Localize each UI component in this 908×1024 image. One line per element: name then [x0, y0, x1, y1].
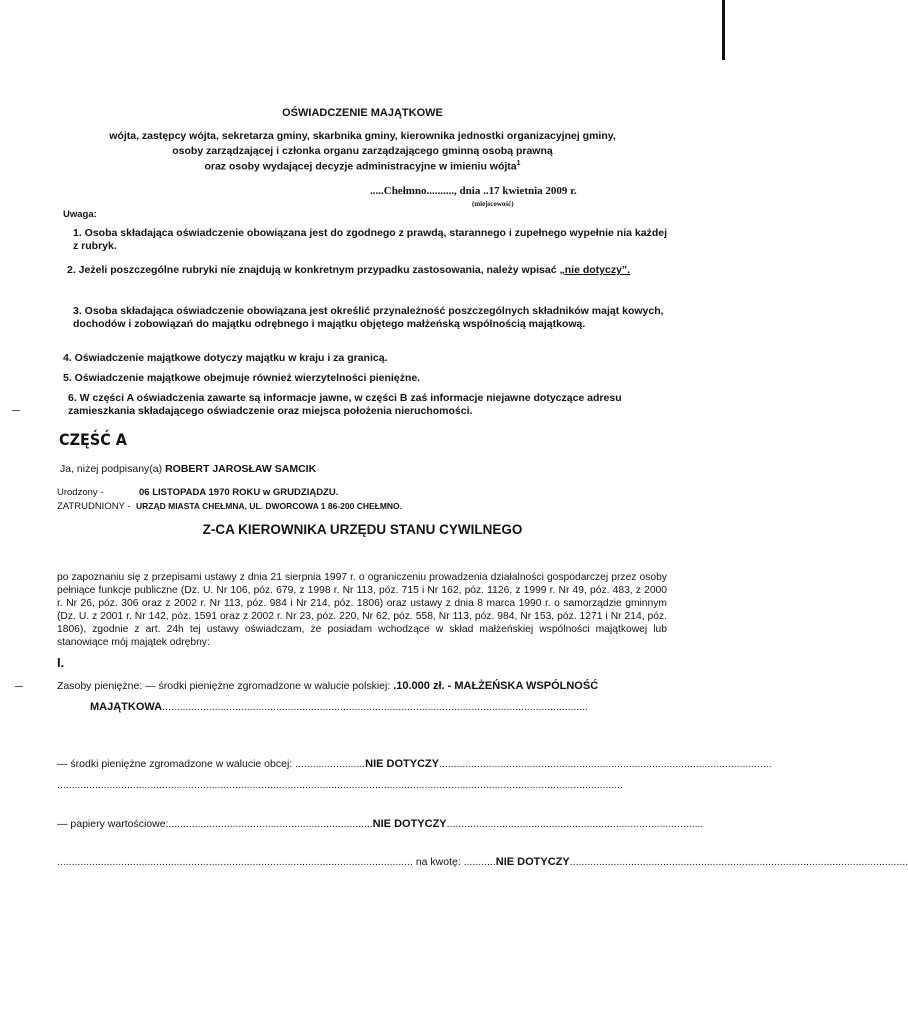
- margin-mark-1: [12, 410, 20, 411]
- footnote-mark: 1: [516, 160, 521, 167]
- foreign-cash-value: NIE DOTYCZY: [365, 758, 440, 770]
- foreign-cash-blank-line: ..................................................................................................................................................................................................: [57, 779, 623, 791]
- document-title: OŚWIADCZENIE MAJĄTKOWE: [282, 107, 443, 119]
- leader-dots: ........................................................................................: [446, 818, 704, 830]
- signer-name: ROBERT JAROSŁAW SAMCIK: [165, 463, 317, 475]
- leader-dots: ..................................................................................................................................................: [162, 701, 589, 713]
- position-title: Z-CA KIEROWNIKA URZĘDU STANU CYWILNEGO: [202, 522, 523, 537]
- note-2: [67, 264, 630, 276]
- signer-label: Ja, niżej podpisany(a): [60, 463, 163, 475]
- born-value: 06 LISTOPADA 1970 ROKU w GRUDZIĄDZU.: [139, 487, 339, 498]
- place-date: .....Chełmno.........., dnia ..17 kwietnia 2009 r.: [370, 185, 577, 197]
- securities-label: — papiery wartościowe:......................................................................: [57, 818, 373, 830]
- note-2-not-applicable: „nie dotyczy”.: [559, 264, 631, 276]
- amount-label: na kwotę: ...........: [415, 856, 496, 868]
- note-3: 3. Osoba składająca oświadczenie obowiązana jest określić przynależność poszczególnych składników mająt kowych, dochodów i zobowiązań do majątku odrębnego i majątku objętego małżeńską wspólnością majątkową.: [73, 305, 664, 330]
- securities-value: NIE DOTYCZY: [372, 818, 447, 830]
- signer-line: [60, 463, 316, 475]
- amount-line: [57, 856, 908, 868]
- subtitle-line-1: wójta, zastępcy wójta, sekretarza gminy, skarbnika gminy, kierownika jednostki organizacyjnej gminy,: [109, 130, 616, 142]
- employed-value: URZĄD MIASTA CHEŁMNA, UL. DWORCOWA 1 86-200 CHEŁMNO.: [136, 501, 403, 511]
- section-a-heading: CZĘŚĆ A: [59, 430, 127, 449]
- scan-edge-mark: [722, 0, 725, 60]
- note-5: 5. Oświadczenie majątkowe obejmuje również wierzytelności pieniężne.: [63, 372, 421, 384]
- cash-line-2: [90, 697, 670, 715]
- margin-mark-2: [15, 686, 23, 687]
- note-6: 6. W części A oświadczenia zawarte są informacje jawne, w części B zaś informacje niejawne dotyczące adresu zamieszkania składającego oświadczenie oraz miejsca położenia nieruchomości.: [68, 392, 622, 417]
- foreign-cash-label: — środki pieniężne zgromadzone w walucie obcej: ........................: [57, 758, 366, 770]
- part-i-heading: I.: [57, 655, 65, 670]
- cash-label: Zasoby pieniężne: — środki pieniężne zgromadzone w walucie polskiej:: [57, 680, 391, 692]
- subtitle-line-3-text: oraz osoby wydającej decyzje administracyjne w imieniu wójta: [204, 160, 517, 173]
- subtitle-line-3: [40, 160, 685, 173]
- leader-dots: ..................................................................................................................: [439, 758, 772, 770]
- note-2-text: 2. Jeżeli poszczególne rubryki nie znajdują w konkretnym przypadku zastosowania, należy wpisać: [67, 264, 557, 276]
- note-label: Uwaga:: [63, 209, 97, 220]
- subtitle-line-2: osoby zarządzającej i członka organu zarządzającego gminną osobą prawną: [172, 145, 553, 157]
- cash-value: .10.000 zł. - MAŁŻEŃSKA WSPÓLNOŚĆ: [393, 680, 599, 692]
- amount-value: NIE DOTYCZY: [495, 856, 570, 868]
- note-4: 4. Oświadczenie majątkowe dotyczy majątku w kraju i za granicą.: [63, 352, 388, 364]
- note-1: 1. Osoba składająca oświadczenie obowiązana jest do zgodnego z prawdą, starannego i zupełnego wypełnie nia każdej z rubryk.: [73, 227, 667, 252]
- place-caption: (miejscowość): [472, 200, 514, 208]
- securities-line: [57, 818, 704, 830]
- leader-dots: ..........................................................................................................................: [57, 856, 413, 868]
- foreign-cash-line: [57, 758, 772, 770]
- born-label: Urodzony -: [57, 487, 104, 498]
- cash-line: [57, 680, 598, 692]
- leader-dots: ....................................................................................................................: [569, 856, 908, 868]
- cash-value-2: MAJĄTKOWA: [90, 701, 163, 713]
- employed-label: ZATRUDNIONY -: [57, 501, 131, 512]
- legal-text: po zapoznaniu się z przepisami ustawy z dnia 21 sierpnia 1997 r. o ograniczeniu prowadzenia działalności gospodarczej przez osoby pełniące funkcje publiczne (Dz. U. Nr 106, póz. 679, z 1998 r. Nr 113, póz. 715 i Nr 162, póz. 1126, z 1999 r. Nr 49, póz. 483, z 2000 r. Nr 26, póz. 306 oraz z 2002 r. Nr 113, póz. 984 i Nr 214, póz. 1806) oraz ustawy z dnia 8 marca 1990 r. o samorządzie gminnym (Dz. U. z 2001 r. Nr 142, póz. 1591 oraz z 2002 r. Nr 23, póz. 220, Nr 62, póz. 558, Nr 113, póz. 984, Nr 153, póz. 1271 i Nr 214, póz. 1806), zgodnie z art. 24h tej ustawy oświadczam, że posiadam wchodzące w skład małżeńskiej wspólności majątkowej lub stanowiące mój majątek odrębny:: [57, 572, 667, 648]
